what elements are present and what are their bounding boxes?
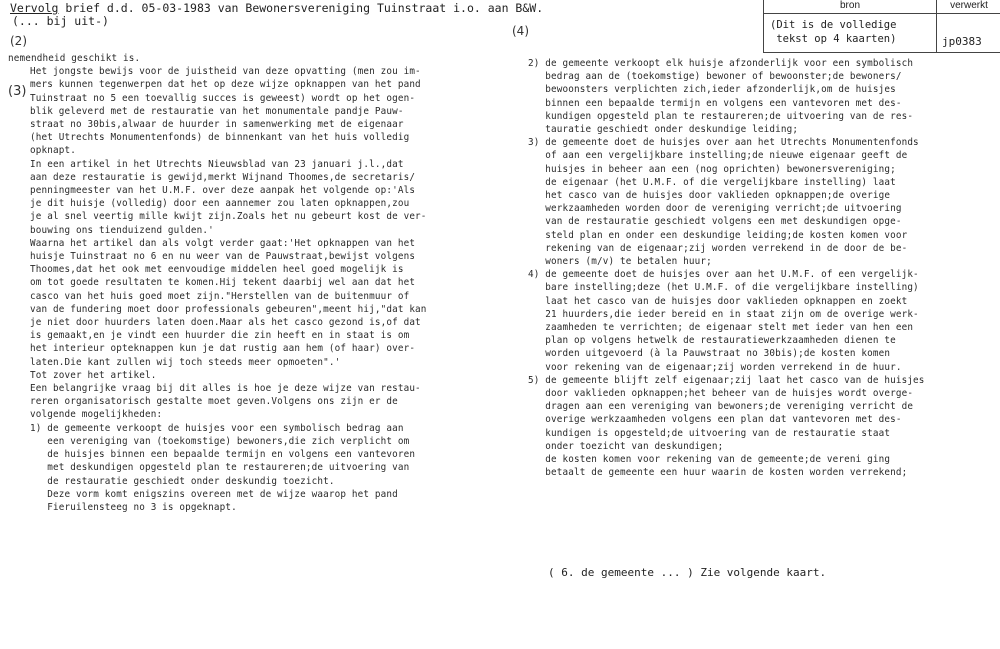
text-line: je dit huisje (volledig) door een aannemer zou laten opknappen,zou <box>30 198 410 210</box>
left-text-column <box>8 52 427 514</box>
text-line: van de restauratie geschiedt volgens een met deskundigen opge- <box>528 216 902 228</box>
text-line: Waarna het artikel dan als volgt verder gaat:'Het opknappen van het <box>30 237 416 249</box>
text-line: door vaklieden opknappen;het beheer van de huisjes wordt overge- <box>528 388 914 400</box>
text-line: plan op volgens hetwelk de restauratiewerkzaamheden dienen te <box>528 335 896 347</box>
text-line: binnen een bepaalde termijn en volgens een vantevoren met des- <box>528 97 902 109</box>
text-line: laat het casco van de huisjes door vaklieden opknappen en zoekt <box>528 295 908 307</box>
text-line: om tot goede resultaten te komen.Hij tekent daarbij wel aan dat het <box>30 277 416 289</box>
text-line: In een artikel in het Utrechts Nieuwsblad van 23 januari j.l.,dat <box>30 158 404 170</box>
text-line: onder toezicht van deskundigen; <box>528 440 724 452</box>
text-line: (het Utrechts Monumentenfonds) de binnenkant van het huis volledig <box>30 132 410 144</box>
text-line: voor rekening van de eigenaar;zij worden verrekend in de huur. <box>528 361 902 373</box>
text-line: worden uitgevoerd (à la Pauwstraat no 30bis);de kosten komen <box>528 348 891 360</box>
text-line: bouwing ons tienduizend gulden.' <box>30 224 214 236</box>
text-line: 5) de gemeente blijft zelf eigenaar;zij laat het casco van de huisjes <box>528 374 925 386</box>
source-note-line-1: (Dit is de volledige <box>770 19 897 31</box>
text-line: is gemaakt,en je vindt een huurder die zin heeft en in staat is om <box>30 330 410 342</box>
text-line: 3) de gemeente doet de huisjes over aan het Utrechts Monumentenfonds <box>528 137 919 149</box>
text-line: dragen aan een vereniging van bewoners;de vereniging verricht de <box>528 401 914 413</box>
text-line: volgende mogelijkheden: <box>30 409 163 421</box>
text-line: Tuinstraat no 5 een toevallig succes is geweest) wordt op het ogen- <box>30 92 416 104</box>
text-line: opknapt. <box>30 145 76 157</box>
text-line: overige werkzaamheden volgens een plan dat vantevoren met des- <box>528 414 902 426</box>
text-line: Een belangrijke vraag bij dit alles is hoe je deze wijze van restau- <box>30 383 421 395</box>
heading-subtitle: (... bij uit-) <box>12 14 109 28</box>
text-line: woners (m/v) te betalen huur; <box>528 256 712 268</box>
text-line: huisjes in beheer aan een (nog oprichten) bewonersvereniging; <box>528 163 896 175</box>
source-note-line-2: tekst op 4 kaarten) <box>770 33 897 45</box>
text-line: straat no 30bis,alwaar de huurder in samenwerking met de eigenaar <box>30 119 404 131</box>
page-marker-3: (3) <box>8 84 27 99</box>
heading-prefix: Vervolg <box>10 1 59 15</box>
text-line: Thoomes,dat het ook met eenvoudige middelen heel goed mogelijk is <box>30 264 404 276</box>
text-line: aan deze restauratie is gewijd,merkt Wijnand Thoomes,de secretaris/ <box>30 171 416 183</box>
text-line: kundigen opgesteld plan te restaureren;de uitvoering van de res- <box>528 110 914 122</box>
continuation-note: ( 6. de gemeente ... ) Zie volgende kaart. <box>548 566 827 579</box>
text-line: betaalt de gemeente een huur waarin de kosten worden verrekend; <box>528 467 908 479</box>
processed-code: jp0383 <box>942 35 982 48</box>
text-line: een vereniging van (toekomstige) bewoners,die zich verplicht om <box>30 435 410 447</box>
text-line: je al snel veertig mille kwijt zijn.Zoals het nu gebeurt kost de ver- <box>30 211 427 223</box>
text-line: met deskundigen opgesteld plan te restaureren;de uitvoering van <box>30 462 410 474</box>
text-line: huisje Tuinstraat no 6 en nu weer van de Pauwstraat,bewijst volgens <box>30 251 416 263</box>
right-text-column <box>528 57 925 480</box>
text-line: casco van het huis goed moet zijn."Herstellen van de buitenmuur of <box>30 290 410 302</box>
text-line: laten.Die kant zullen wij toch steeds meer opmoeten".' <box>30 356 341 368</box>
text-line: 1) de gemeente verkoopt de huisjes voor een symbolisch bedrag aan <box>30 422 404 434</box>
text-line: het casco van de huisjes door vaklieden opknappen;de overige <box>528 190 891 202</box>
text-line: steld plan en onder een deskundige leiding;de kosten komen voor <box>528 229 908 241</box>
text-line: de eigenaar (het U.M.F. of die vergelijkbare instelling) laat <box>528 176 896 188</box>
text-line: je niet door huurders laten doen.Maar als het casco gezond is,of dat <box>30 317 421 329</box>
text-line: de restauratie geschiedt onder deskundig toezicht. <box>30 475 335 487</box>
text-line: de kosten komen voor rekening van de gemeente;de vereni ging <box>528 454 891 466</box>
page-number-right: (4) <box>512 24 529 38</box>
text-line: Het jongste bewijs voor de juistheid van deze opvatting (men zou im- <box>30 66 421 78</box>
text-line: of aan een vergelijkbare instelling;de nieuwe eigenaar geeft de <box>528 150 908 162</box>
archive-reference-box <box>763 0 1000 53</box>
text-line: zaamheden te verrichten; de eigenaar stelt met ieder van hen een <box>528 322 914 334</box>
column-verwerkt-label: verwerkt <box>936 0 1000 13</box>
text-line: tauratie geschiedt onder deskundige leiding; <box>528 124 799 136</box>
text-line: penningmeester van het U.M.F. over deze aanpak het volgende op:'Als <box>30 185 416 197</box>
reference-box-header <box>764 0 1000 14</box>
text-line: reren organisatorisch gestalte moet geven.Volgens ons zijn er de <box>30 396 398 408</box>
text-line: bewoonsters verplichten zich,ieder afzonderlijk,om de huisjes <box>528 84 896 96</box>
source-note <box>770 18 896 46</box>
heading-title: brief d.d. 05-03-1983 van Bewonersvereniging Tuinstraat i.o. aan B&W. <box>58 1 544 15</box>
text-line: blik geleverd met de restauratie van het monumentale pandje Pauw- <box>30 105 404 117</box>
text-line: Fieruilensteeg no 3 is opgeknapt. <box>30 501 237 513</box>
column-bron-label: bron <box>839 0 860 11</box>
text-line: 4) de gemeente doet de huisjes over aan het U.M.F. of een vergelijk- <box>528 269 919 281</box>
text-line: bare instelling;deze (het U.M.F. of die vergelijkbare instelling) <box>528 282 919 294</box>
text-line: 21 huurders,die ieder bereid en in staat zijn om de overige werk- <box>528 308 919 320</box>
text-line: werkzaamheden worden door de vereniging verricht;de uitvoering <box>528 203 902 215</box>
text-line: kundigen is opgesteld;de uitvoering van de restauratie staat <box>528 427 891 439</box>
text-line: nemendheid geschikt is. <box>8 53 141 64</box>
text-line: van de fundering moet door professionals gebeuren",meent hij,"dat kan <box>30 303 427 315</box>
text-line: Deze vorm komt enigszins overeen met de wijze waarop het pand <box>30 488 398 500</box>
text-line: het interieur opteknappen kun je dat rustig aan hem (of haar) over- <box>30 343 416 355</box>
text-line: de huisjes binnen een bepaalde termijn en volgens een vantevoren <box>30 449 416 461</box>
text-line: bedrag aan de (toekomstige) bewoner of bewoonster;de bewoners/ <box>528 71 902 83</box>
text-line: Tot zover het artikel. <box>30 369 157 381</box>
text-line: mers kunnen tegenwerpen dat het op deze wijze opknappen van het pand <box>30 79 421 91</box>
page-number-left: (2) <box>10 34 27 48</box>
box-divider <box>936 13 937 52</box>
text-line: 2) de gemeente verkoopt elk huisje afzonderlijk voor een symbolisch <box>528 58 914 69</box>
text-line: rekening van de eigenaar;zij worden verrekend in de door de be- <box>528 242 908 254</box>
